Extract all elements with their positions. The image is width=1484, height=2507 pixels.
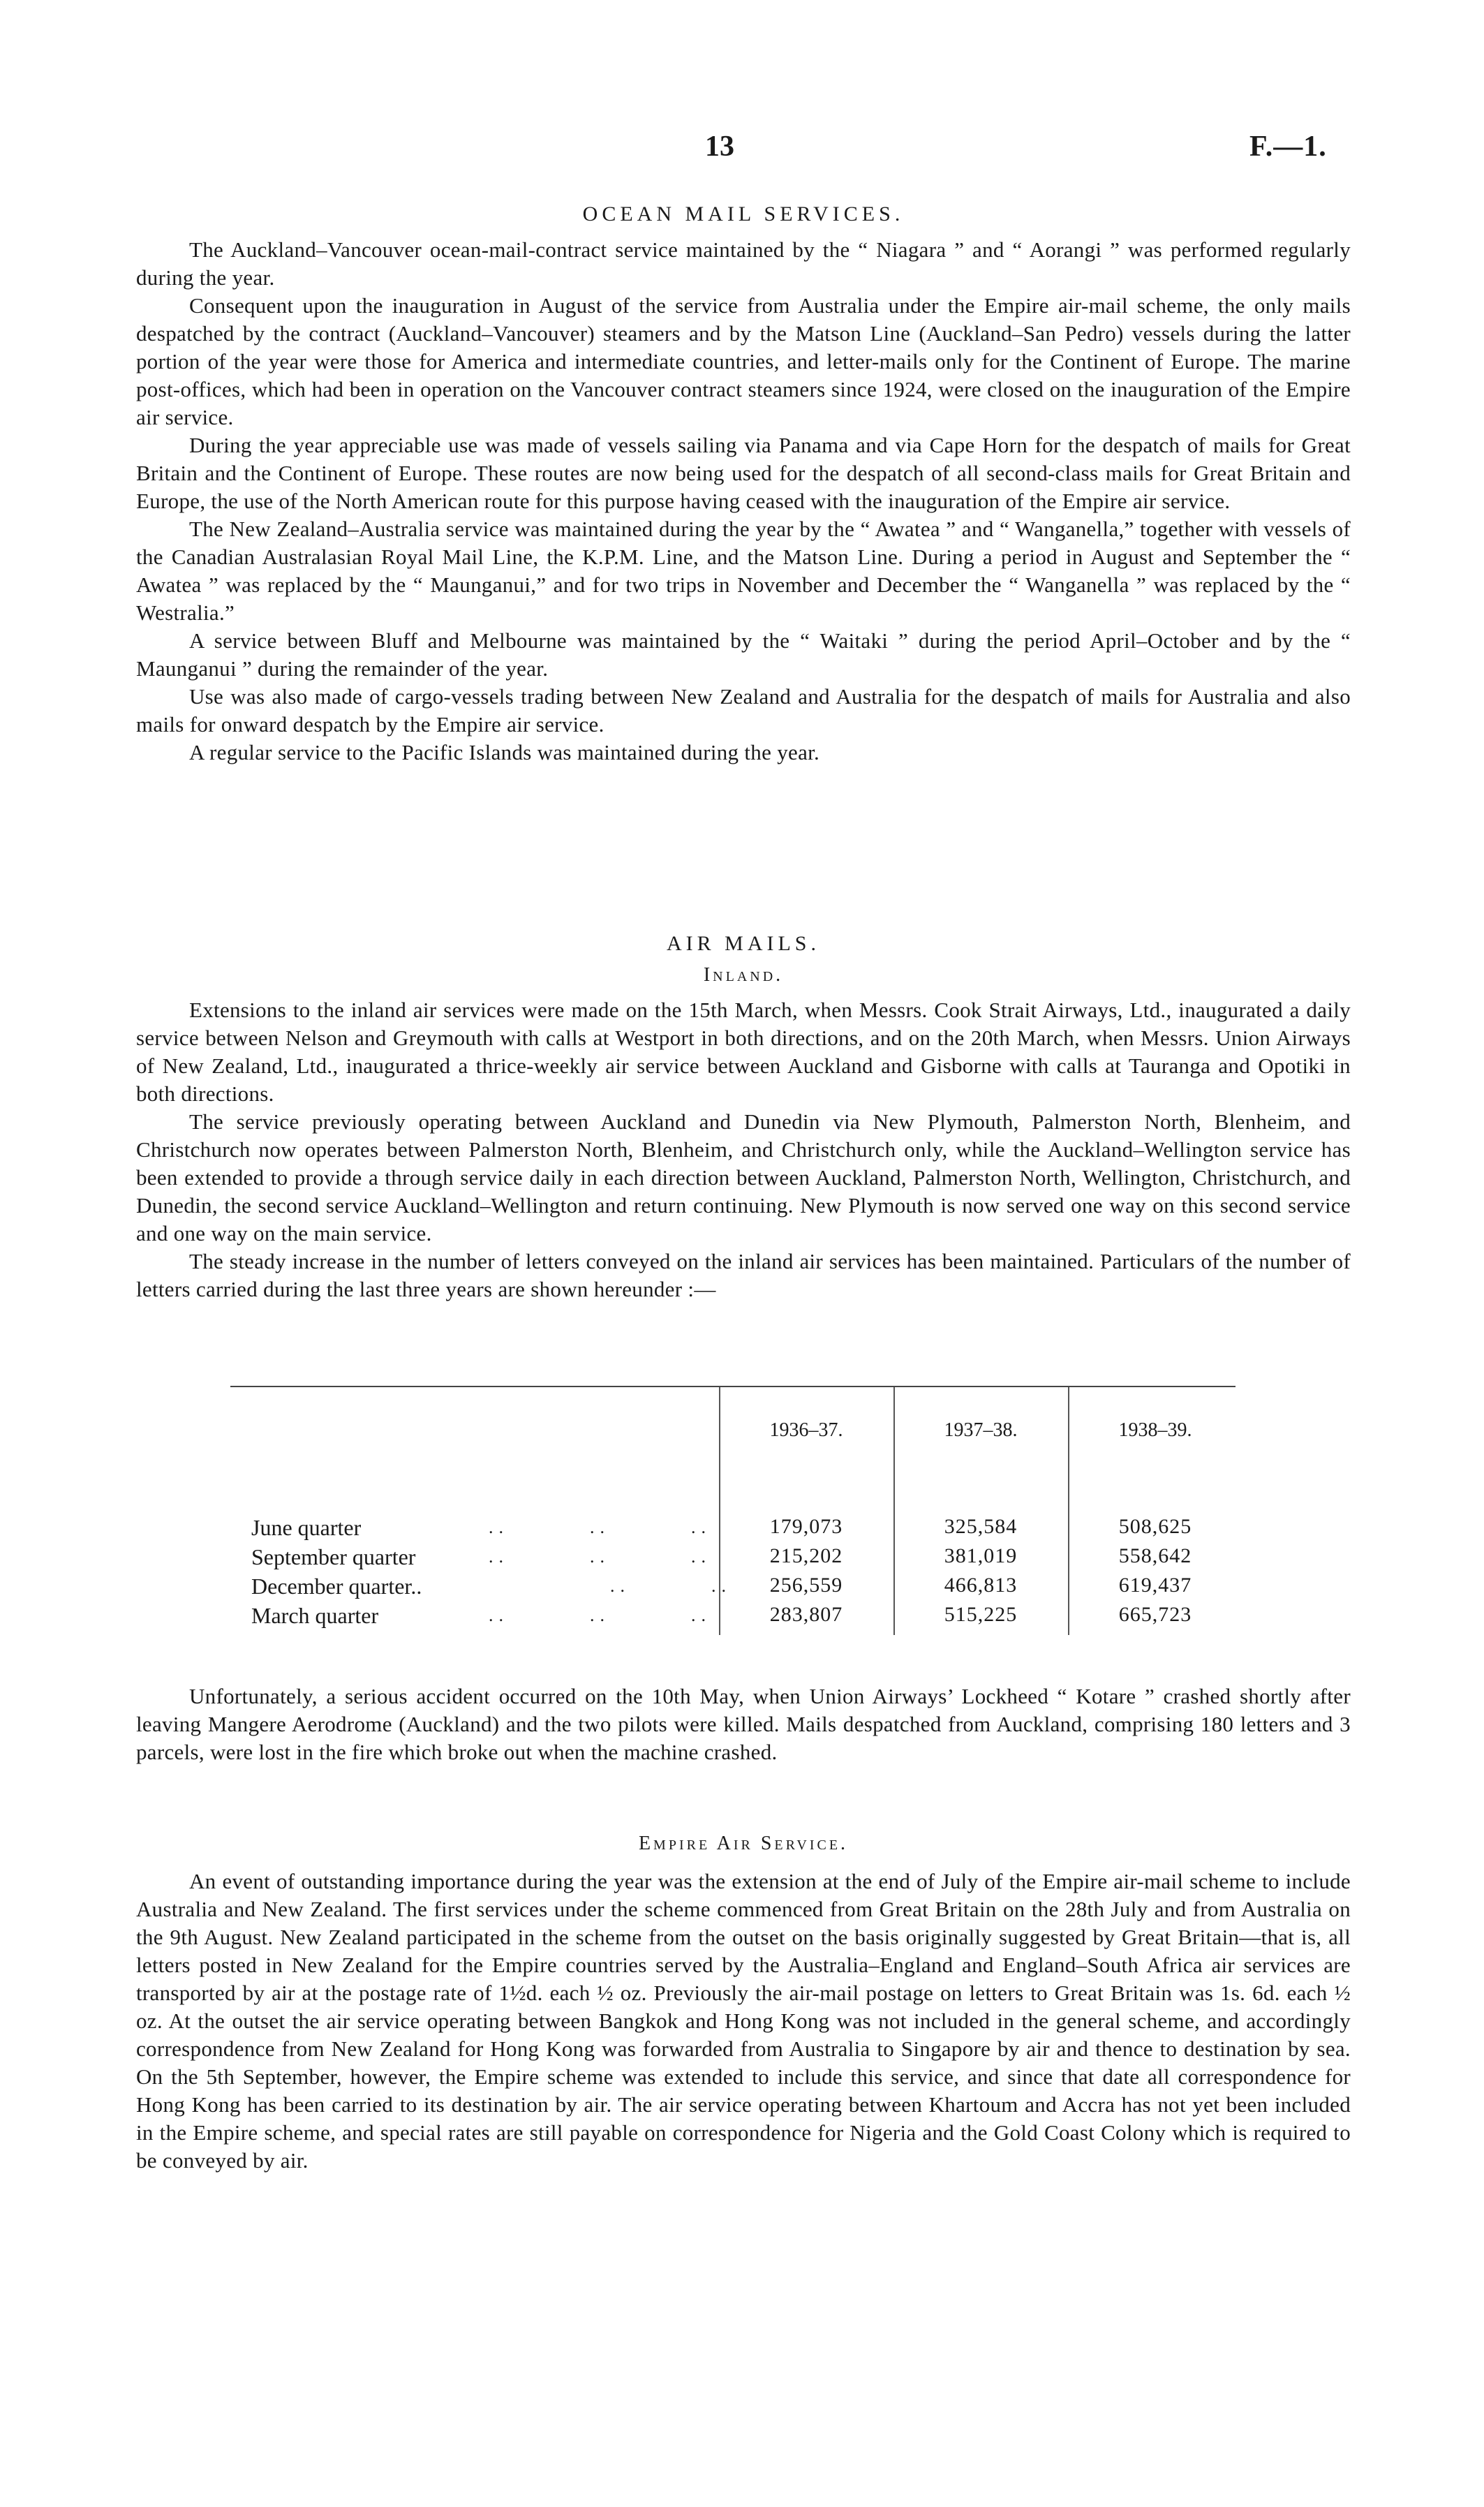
letters-table xyxy=(230,1386,1236,1637)
document-code: F.—1. xyxy=(1249,131,1327,163)
table-cell: 466,813 xyxy=(944,1574,1018,1597)
column-divider xyxy=(719,1387,720,1635)
page-number: 13 xyxy=(705,131,734,163)
dot-leaders: .. .. xyxy=(489,1576,732,1596)
dot-leaders: .. .. .. xyxy=(489,1546,711,1567)
ocean-paragraph-3: During the year appreciable use was made of vessels sailing via Panama and via Cape Horn for the despatch of mails for Great Britain and the Continent of Europe. These routes are now being used for the despatch of all second-class mails for Great Britain and Europe, the use of the North American route for this purpose having ceased with the inauguration of the Empire air service. xyxy=(136,433,1351,513)
row-label: March quarter xyxy=(251,1603,379,1628)
column-divider xyxy=(1068,1387,1069,1635)
ocean-paragraph-4: The New Zealand–Australia service was maintained during the year by the “ Awatea ” and “ Wanganella,” together with vessels of the Canadian Australasian Royal Mail Line, the K.P.M. Line, and the Matson Line. During a period in August and September the “ Awatea ” was replaced by the “ Maunganui,” and for two trips in November and December the “ Wanganella ” was replaced by the “ Westralia.” xyxy=(136,517,1351,625)
accident-section xyxy=(136,1683,1351,1766)
column-header-1938-39: 1938–39. xyxy=(1118,1419,1192,1441)
ocean-mail-heading: OCEAN MAIL SERVICES. xyxy=(582,202,905,225)
column-header-1937-38: 1937–38. xyxy=(944,1419,1018,1441)
inland-paragraph-3: The steady increase in the number of letters conveyed on the inland air services has been maintained. Particulars of the number of letters carried during the last three years are shown hereunder :— xyxy=(136,1249,1351,1301)
column-header-1936-37: 1936–37. xyxy=(769,1419,843,1441)
ocean-paragraph-5: A service between Bluff and Melbourne was maintained by the “ Waitaki ” during the period April–October and by the “ Maunganui ” during the remainder of the year. xyxy=(136,628,1351,681)
inland-paragraph-2: The service previously operating between Auckland and Dunedin via New Plymouth, Palmerston North, Blenheim, and Christchurch now operates between Palmerston North, Blenheim, and Christchurch only, while the Auckland–Wellington service has been extended to provide a through service daily in each direction between Auckland, Palmerston North, Wellington, Christchurch, and Dunedin, the second service Auckland–Wellington and return continuing. New Plymouth is now served one way on this second service and one way on the main service. xyxy=(136,1109,1351,1245)
ocean-paragraph-1: The Auckland–Vancouver ocean-mail-contract service maintained by the “ Niagara ” and “ Aorangi ” was performed regularly during the year. xyxy=(136,237,1351,290)
dot-leaders: .. .. .. xyxy=(489,1605,711,1625)
accident-paragraph: Unfortunately, a serious accident occurred on the 10th May, when Union Airways’ Lockheed “ Kotare ” crashed shortly after leaving Mangere Aerodrome (Auckland) and the two pilots were killed. Mails despatched from Auckland, comprising 180 letters and 3 parcels, were lost in the fire which broke out when the machine crashed. xyxy=(136,1684,1351,1764)
table-cell: 508,625 xyxy=(1118,1515,1192,1538)
row-label: June quarter xyxy=(251,1515,362,1540)
table-cell: 179,073 xyxy=(769,1515,843,1538)
air-mails-section xyxy=(136,932,1351,1303)
ocean-paragraph-6: Use was also made of cargo-vessels trading between New Zealand and Australia for the despatch of mails for Australia and also mails for onward despatch by the Empire air service. xyxy=(136,684,1351,737)
table-cell: 256,559 xyxy=(769,1574,843,1597)
air-mails-heading: AIR MAILS. xyxy=(666,932,820,955)
empire-air-service-section xyxy=(136,1833,1351,2175)
table-cell: 515,225 xyxy=(944,1603,1018,1626)
empire-air-service-paragraph: An event of outstanding importance during the year was the extension at the end of July of the Empire air-mail scheme to include Australia and New Zealand. The first services under the scheme commenced from Great Britain on the 28th July and from Australia on the 9th August. New Zealand participated in the scheme from the outset on the basis originally suggested by Great Britain—that is, all letters posted in New Zealand for the Empire countries served by the Australia–England and England–South Africa air services are transported by air at the postage rate of 1½d. each ½ oz. Previously the air-mail postage on letters to Great Britain was 1s. 6d. each ½ oz. At the outset the air service operating between Bangkok and Hong Kong was not included in the general scheme, and accordingly correspondence from New Zealand for Hong Kong was forwarded from Australia to Singapore by air and thence to destination by sea. On the 5th September, however, the Empire scheme was extended to include this service, and since that date all correspondence for Hong Kong has been carried to its destination by air. The air service operating between Khartoum and Accra has not yet been included in the Empire scheme, and special rates are still payable on correspondence for Nigeria and the Gold Coast Colony which is required to be conveyed by air. xyxy=(136,1869,1351,2173)
ocean-paragraph-2: Consequent upon the inauguration in August of the service from Australia under the Empire air-mail scheme, the only mails despatched by the contract (Auckland–Vancouver) steamers and by the Matson Line (Auckland–San Pedro) vessels during the latter portion of the year were those for America and intermediate countries, and letter-mails only for the Continent of Europe. The marine post-offices, which had been in operation on the Vancouver contract steamers since 1924, were closed on the inauguration of the Empire air service. xyxy=(136,293,1351,429)
inland-paragraph-1: Extensions to the inland air services were made on the 15th March, when Messrs. Cook Strait Airways, Ltd., inaugurated a daily service between Nelson and Greymouth with calls at Westport in both directions, and on the 20th March, when Messrs. Union Airways of New Zealand, Ltd., inaugurated a thrice-weekly air service between Auckland and Gisborne with calls at Tauranga and Opotiki in both directions. xyxy=(136,998,1351,1106)
ocean-mail-section xyxy=(136,202,1351,767)
ocean-paragraph-7: A regular service to the Pacific Islands was maintained during the year. xyxy=(189,740,820,764)
table-cell: 381,019 xyxy=(944,1544,1018,1567)
row-label: December quarter.. xyxy=(251,1574,422,1599)
table-cell: 619,437 xyxy=(1118,1574,1192,1597)
empire-air-service-heading: Empire Air Service. xyxy=(638,1833,849,1854)
table-cell: 325,584 xyxy=(944,1515,1018,1538)
dot-leaders: .. .. .. xyxy=(489,1517,711,1537)
row-label: September quarter xyxy=(251,1544,416,1569)
table-cell: 558,642 xyxy=(1118,1544,1192,1567)
column-divider xyxy=(893,1387,895,1635)
inland-subheading: Inland. xyxy=(703,964,784,986)
table-cell: 665,723 xyxy=(1118,1603,1192,1626)
table-cell: 283,807 xyxy=(769,1603,843,1626)
table-top-rule xyxy=(230,1386,1236,1387)
table-cell: 215,202 xyxy=(769,1544,843,1567)
